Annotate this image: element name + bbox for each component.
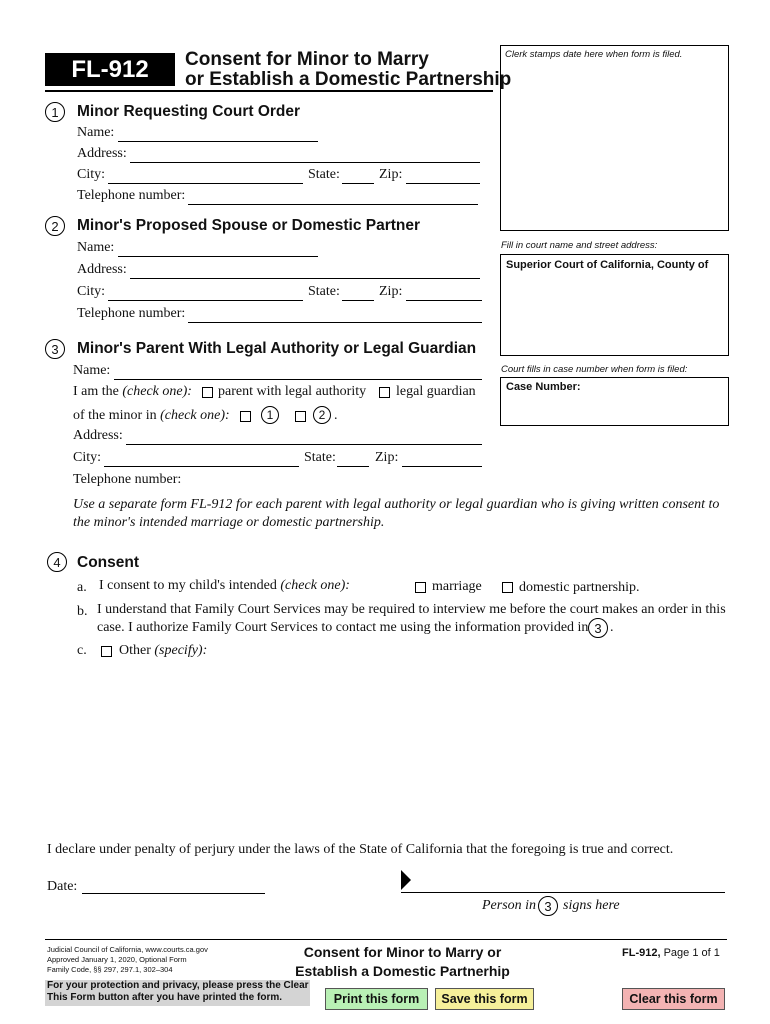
- clerk-stamp-label: Clerk stamps date here when form is filed.: [505, 49, 683, 60]
- form-title: [185, 50, 511, 90]
- sign-arrow-icon: [401, 870, 411, 890]
- court-name-label: Superior Court of California, County of: [506, 259, 709, 271]
- privacy-note-line2: This Form button after you have printed the form.: [47, 992, 283, 1003]
- s3-instruction-line1: Use a separate form FL-912 for each parent with legal authority or legal guardian who is giving written consent to: [73, 497, 720, 512]
- s2-zip-label: Zip:: [379, 284, 403, 299]
- s2-address-label: Address:: [77, 262, 127, 277]
- s3-name-field[interactable]: [114, 379, 482, 380]
- s3-instructions: [73, 496, 719, 532]
- s1-address-label: Address:: [77, 146, 127, 161]
- court-name-box[interactable]: [500, 254, 729, 356]
- title-rule: [45, 90, 493, 92]
- other-specify-area[interactable]: [212, 640, 722, 810]
- domestic-partnership-checkbox[interactable]: [502, 582, 513, 593]
- s4-a-row: [99, 578, 350, 594]
- form-title-line1: Consent for Minor to Marry: [185, 49, 429, 70]
- case-number-box[interactable]: [500, 377, 729, 426]
- s4-c-text: Other: [119, 643, 151, 658]
- footer-title: [270, 943, 535, 981]
- parent-checkbox[interactable]: [202, 387, 213, 398]
- s3-address-field[interactable]: [126, 444, 482, 445]
- s2-state-label: State:: [308, 284, 340, 299]
- s3-city-field[interactable]: [104, 466, 299, 467]
- s3-i-am-label: I am the: [73, 384, 119, 399]
- footer-page: Page 1 of 1: [663, 947, 720, 959]
- s4-b-ref: 3: [588, 618, 608, 638]
- court-box-caption: Fill in court name and street address:: [501, 240, 658, 251]
- s1-state-field[interactable]: [342, 183, 374, 184]
- s1-city-label: City:: [77, 167, 106, 182]
- s1-address-field[interactable]: [130, 162, 480, 163]
- s1-zip-field[interactable]: [406, 183, 480, 184]
- footer-page-info: [622, 947, 720, 959]
- footer-left-line1: Judicial Council of California, www.courts.ca.gov: [47, 945, 208, 954]
- s4-c-row: [119, 643, 207, 659]
- s1-name-label: Name:: [77, 125, 115, 140]
- s3-role-row: [73, 384, 192, 400]
- other-checkbox[interactable]: [101, 646, 112, 657]
- minor-ref-1: 1: [261, 406, 279, 424]
- sign-ref: 3: [538, 896, 558, 916]
- section-3-heading: Minor's Parent With Legal Authority or Legal Guardian: [77, 340, 477, 357]
- guardian-checkbox[interactable]: [379, 387, 390, 398]
- s3-check-one: (check one):: [122, 384, 192, 399]
- footer-rule: [45, 939, 727, 940]
- case-box-caption: Court fills in case number when form is filed:: [501, 364, 688, 375]
- footer-left-info: [47, 945, 208, 975]
- s4-b-line1: I understand that Family Court Services may be required to interview me before the court makes an order in this: [97, 602, 726, 617]
- clear-form-button[interactable]: Clear this form: [622, 988, 725, 1010]
- s3-of-minor-row: [73, 408, 230, 424]
- date-field[interactable]: [82, 893, 265, 894]
- s1-zip-label: Zip:: [379, 167, 403, 182]
- section-4-heading: Consent: [77, 554, 139, 571]
- form-title-line2: or Establish a Domestic Partnership: [185, 69, 512, 90]
- s4-c-specify: (specify):: [154, 643, 208, 658]
- s3-period: .: [334, 408, 338, 423]
- section-2-heading: Minor's Proposed Spouse or Domestic Partner: [77, 217, 421, 234]
- minor-1-checkbox[interactable]: [240, 411, 251, 422]
- s2-phone-label: Telephone number:: [77, 306, 186, 321]
- footer-form-ref: FL-912,: [622, 947, 661, 959]
- s2-phone-field[interactable]: [188, 322, 482, 323]
- s3-phone-label: Telephone number:: [73, 472, 182, 487]
- footer-left-line3: Family Code, §§ 297, 297.1, 302–304: [47, 965, 173, 974]
- s2-name-field[interactable]: [118, 256, 318, 257]
- marriage-checkbox[interactable]: [415, 582, 426, 593]
- s3-instruction-line2: the minor's intended marriage or domestic partnership.: [73, 515, 385, 530]
- save-form-button[interactable]: Save this form: [435, 988, 534, 1010]
- privacy-note: [45, 980, 310, 1006]
- privacy-note-line1: For your protection and privacy, please press the Clear: [47, 980, 309, 991]
- footer-left-line2: Approved January 1, 2020, Optional Form: [47, 955, 187, 964]
- section-4-number: 4: [47, 552, 67, 572]
- s4-b-line2: case. I authorize Family Court Services to contact me using the information provided in: [97, 620, 589, 635]
- date-label: Date:: [47, 879, 78, 894]
- marriage-label: marriage: [432, 579, 482, 594]
- footer-title-line2: Establish a Domestic Partnerhip: [295, 963, 510, 979]
- s3-state-field[interactable]: [337, 466, 369, 467]
- section-1-number: 1: [45, 102, 65, 122]
- s4-b-letter: b.: [77, 604, 88, 619]
- s1-state-label: State:: [308, 167, 340, 182]
- minor-2-checkbox[interactable]: [295, 411, 306, 422]
- s3-city-label: City:: [73, 450, 102, 465]
- declaration-text: I declare under penalty of perjury under the laws of the State of California that the foregoing is true and correct.: [47, 842, 674, 857]
- s4-a-text: I consent to my child's intended: [99, 578, 277, 593]
- sign-caption-pre: Person in: [482, 898, 537, 913]
- minor-ref-2: 2: [313, 406, 331, 424]
- section-2-number: 2: [45, 216, 65, 236]
- signature-field[interactable]: [401, 892, 725, 893]
- s1-name-field[interactable]: [118, 141, 318, 142]
- s4-c-letter: c.: [77, 643, 87, 658]
- print-form-button[interactable]: Print this form: [325, 988, 428, 1010]
- s2-city-label: City:: [77, 284, 106, 299]
- s3-of-minor-check-one: (check one):: [160, 408, 230, 423]
- footer-title-line1: Consent for Minor to Marry or: [303, 944, 502, 960]
- parent-option-label: parent with legal authority: [218, 384, 367, 399]
- s3-state-label: State:: [304, 450, 336, 465]
- s4-b-end: .: [610, 620, 614, 635]
- sign-caption-post: signs here: [563, 898, 620, 913]
- s2-zip-field[interactable]: [406, 300, 482, 301]
- s4-a-letter: a.: [77, 580, 87, 595]
- clerk-stamp-box: [500, 45, 729, 231]
- guardian-option-label: legal guardian: [396, 384, 476, 399]
- s3-of-minor-label: of the minor in: [73, 408, 157, 423]
- s2-address-field[interactable]: [130, 278, 480, 279]
- case-number-label: Case Number:: [506, 381, 581, 393]
- s2-city-field[interactable]: [108, 300, 303, 301]
- s2-state-field[interactable]: [342, 300, 374, 301]
- s3-name-label: Name:: [73, 363, 111, 378]
- s3-zip-label: Zip:: [375, 450, 399, 465]
- s1-phone-label: Telephone number:: [77, 188, 186, 203]
- section-1-heading: Minor Requesting Court Order: [77, 103, 301, 120]
- s3-zip-field[interactable]: [402, 466, 482, 467]
- s2-name-label: Name:: [77, 240, 115, 255]
- s4-a-check-one: (check one):: [280, 578, 350, 593]
- domestic-partnership-label: domestic partnership.: [519, 580, 640, 595]
- s1-city-field[interactable]: [108, 183, 303, 184]
- s3-address-label: Address:: [73, 428, 123, 443]
- section-3-number: 3: [45, 339, 65, 359]
- form-id-badge: FL-912: [45, 53, 175, 86]
- s1-phone-field[interactable]: [188, 204, 478, 205]
